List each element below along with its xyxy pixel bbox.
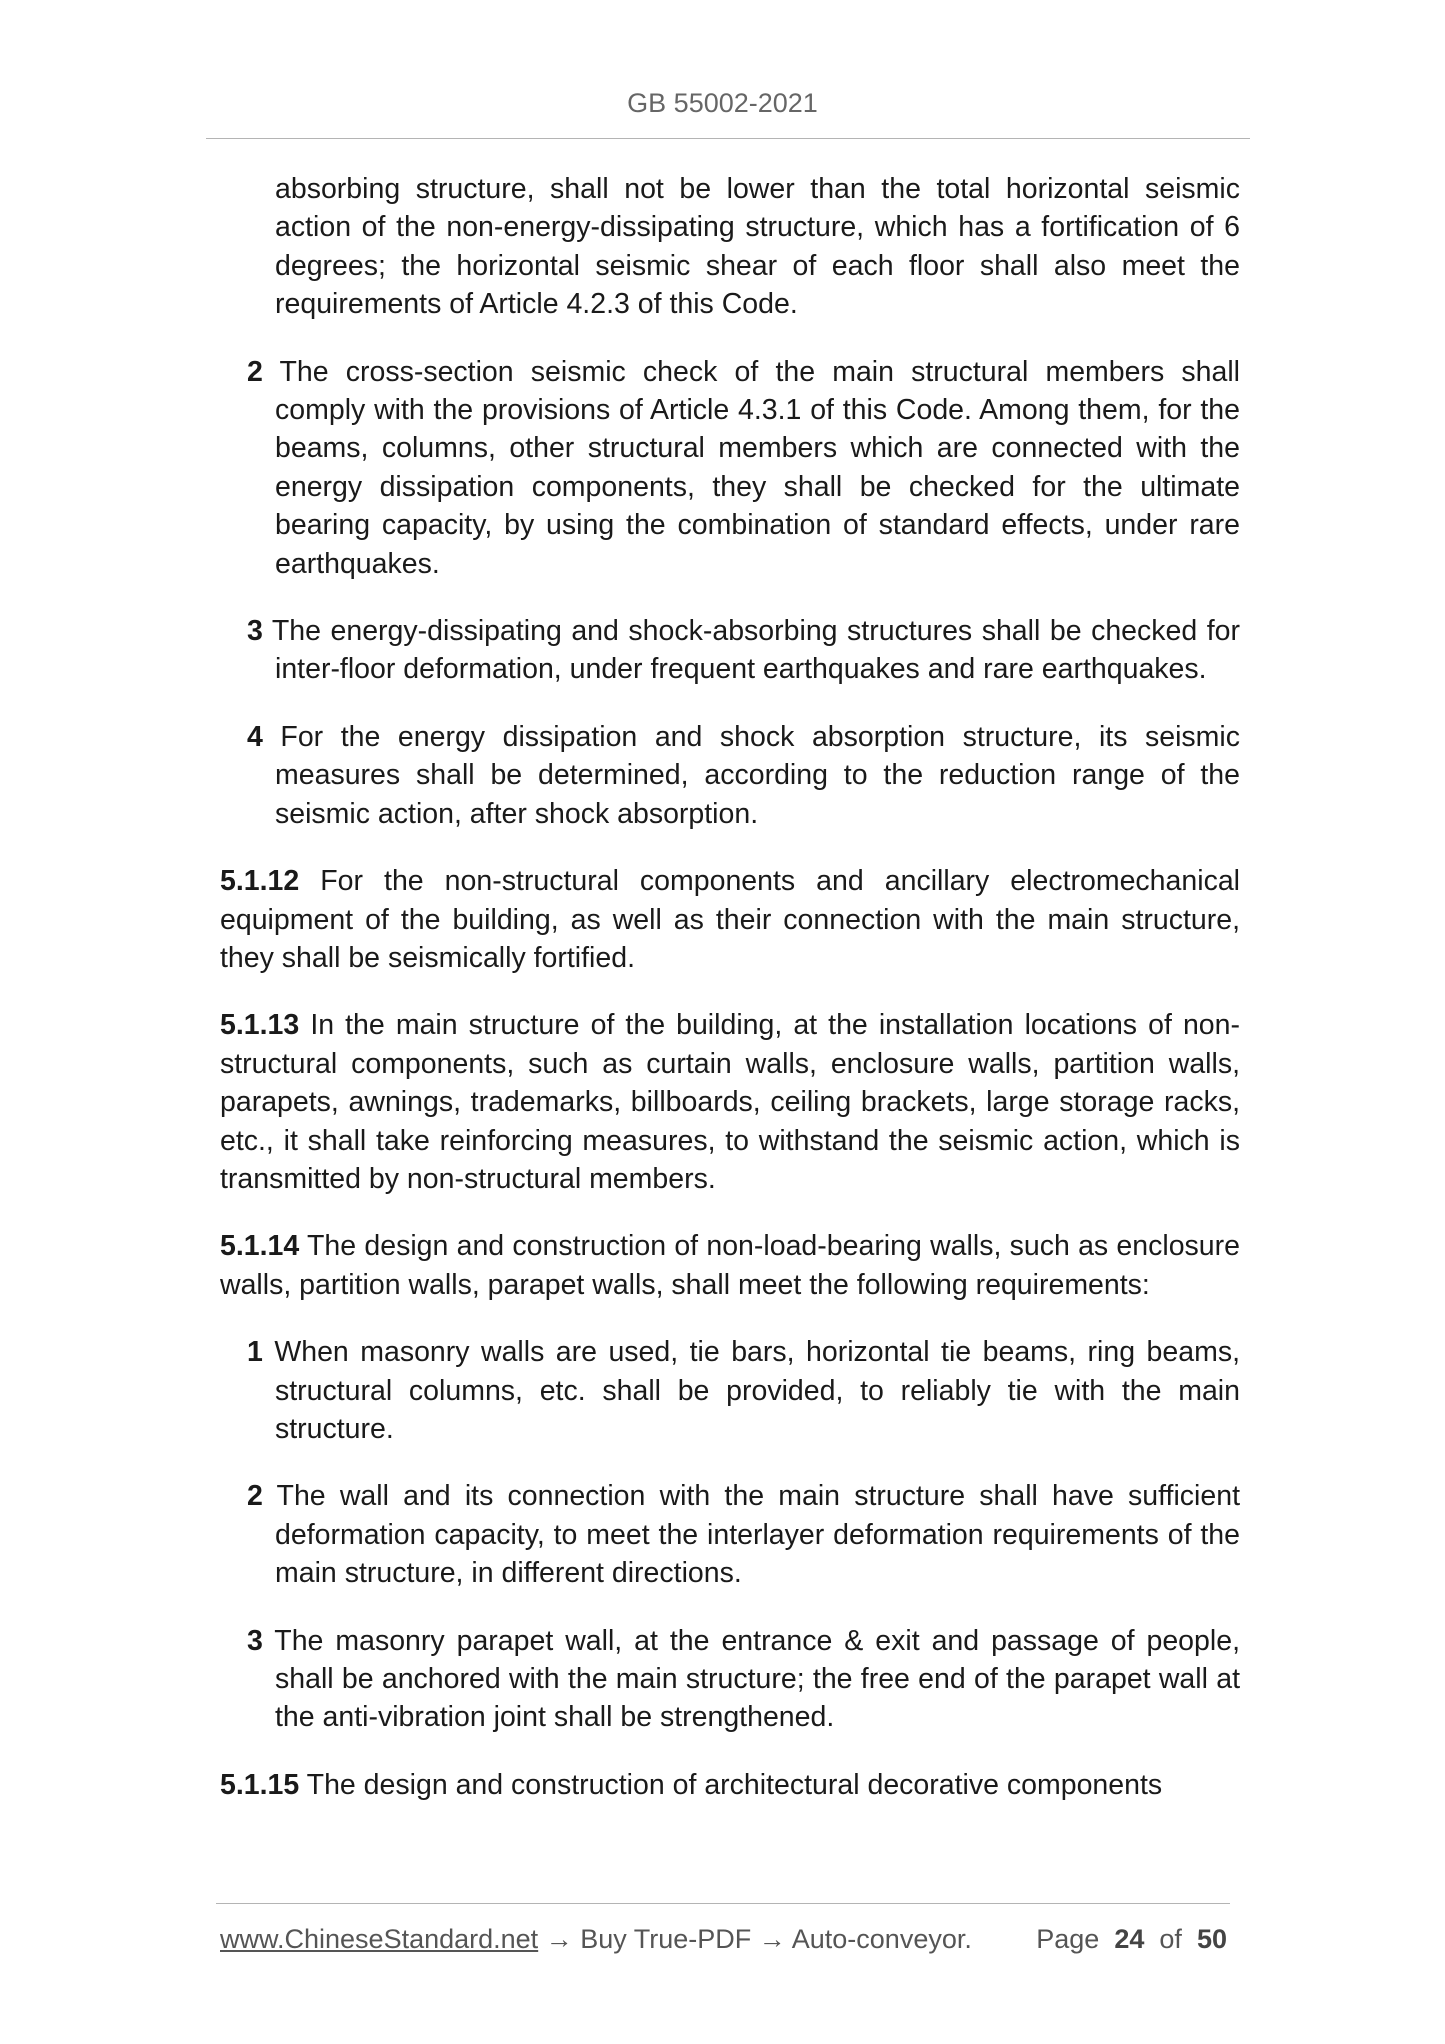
list-item — [247, 1333, 1240, 1448]
document-body — [220, 170, 1240, 1833]
footer-text: → Buy True-PDF → Auto-conveyor. — [538, 1924, 972, 1954]
total-pages: 50 — [1196, 1924, 1227, 1954]
clause-text: For the non-structural components and ancillary electromechanical equipment of the building, as well as their connection with the main structure, they shall be seismically fortified. — [220, 865, 1240, 974]
current-page: 24 — [1114, 1924, 1145, 1954]
list-item — [247, 612, 1240, 689]
of-label: of — [1159, 1924, 1182, 1954]
item-text: The masonry parapet wall, at the entrance & exit and passage of people, shall be anchored with the main structure; the free end of the parapet wall at the anti-vibration joint shall be strengthened. — [274, 1624, 1240, 1734]
clause-text: The design and construction of non-load-bearing walls, such as enclosure walls, partition walls, parapet walls, shall meet the following requirements: — [220, 1230, 1241, 1301]
page-indicator — [1036, 1924, 1227, 1955]
item-number: 4 — [247, 720, 263, 753]
footer-links — [220, 1924, 972, 1955]
item-number: 1 — [247, 1336, 263, 1369]
item-text: The energy-dissipating and shock-absorbing structures shall be checked for inter-floor deformation, under frequent earthquakes and rare earthquakes. — [271, 615, 1241, 686]
clause-5-1-15 — [220, 1766, 1240, 1804]
list-item — [247, 718, 1240, 833]
clause-5-1-12 — [220, 862, 1240, 977]
item-number: 2 — [247, 1480, 263, 1513]
continued-paragraph: absorbing structure, shall not be lower than the total horizontal seismic action of the non-energy-dissipating structure, which has a fortification of 6 degrees; the horizontal seismic shear of each floor shall also meet the requirements of Article 4.2.3 of this Code. — [275, 173, 1240, 321]
page-label: Page — [1036, 1924, 1100, 1954]
item-text: The cross-section seismic check of the main structural members shall comply with the provisions of Article 4.3.1 of this Code. Among them, for the beams, columns, other structural members which are connected with the energy dissipation components, they shall be checked for the ultimate bearing capacity, by using the combination of standard effects, under rare earthquakes. — [275, 355, 1240, 580]
list-item — [247, 353, 1240, 583]
list-item — [247, 1622, 1240, 1737]
item-number: 3 — [247, 615, 263, 648]
footer-divider — [216, 1903, 1230, 1904]
list-item — [247, 1477, 1240, 1592]
clause-text: In the main structure of the building, at the installation locations of non-structural components, such as curtain walls, enclosure walls, partition walls, parapets, awnings, trademarks, billboards, ceiling brackets, large storage racks, etc., it shall take reinforcing measures, to withstand the seismic action, which is transmitted by non-structural members. — [220, 1009, 1240, 1195]
item-text: For the energy dissipation and shock absorption structure, its seismic measures shall be determined, according to the reduction range of the seismic action, after shock absorption. — [275, 720, 1240, 830]
item-text: When masonry walls are used, tie bars, horizontal tie beams, ring beams, structural columns, etc. shall be provided, to reliably tie with the main structure. — [274, 1336, 1240, 1445]
website-link[interactable]: www.ChineseStandard.net — [220, 1924, 539, 1954]
clause-5-1-13 — [220, 1006, 1240, 1198]
clause-number: 5.1.12 — [220, 865, 300, 898]
clause-number: 5.1.14 — [220, 1230, 300, 1263]
item-text: The wall and its connection with the main structure shall have sufficient deformation capacity, to meet the interlayer deformation requirements of the main structure, in different directions. — [275, 1480, 1240, 1590]
running-header: GB 55002-2021 — [627, 88, 818, 118]
clause-number: 5.1.13 — [220, 1009, 300, 1042]
header-divider — [206, 138, 1250, 139]
clause-text: The design and construction of architectural decorative components — [306, 1768, 1163, 1801]
item-number: 3 — [247, 1624, 263, 1657]
item-number: 2 — [247, 355, 263, 388]
clause-number: 5.1.15 — [220, 1768, 300, 1801]
clause-5-1-14 — [220, 1227, 1240, 1304]
